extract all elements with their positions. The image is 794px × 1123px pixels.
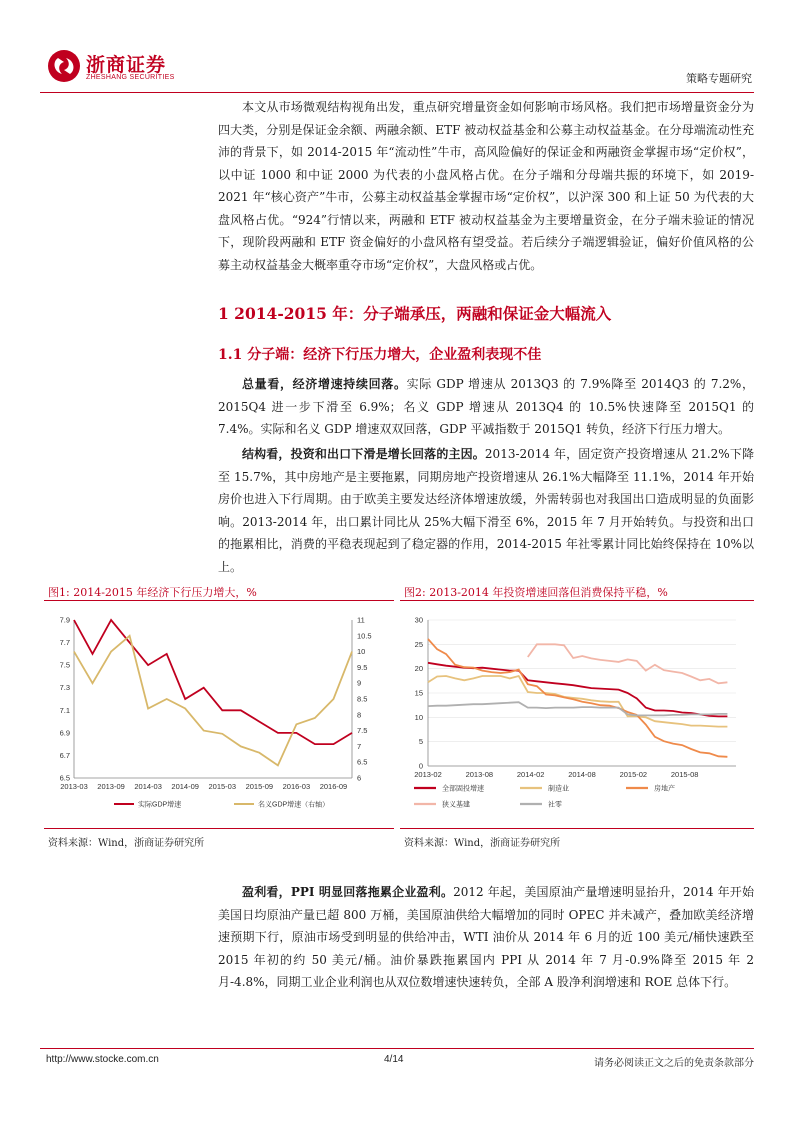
y-tick-label: 10 — [414, 712, 423, 722]
figure-2-title: 图2: 2013-2014 年投资增速回落但消费保持平稳，% — [404, 586, 668, 599]
legend-label: 狭义基建 — [442, 801, 470, 809]
y-tick-label-left: 7.3 — [59, 683, 70, 693]
paragraph-lead: 盈利看，PPI 明显回落拖累企业盈利。 — [242, 885, 454, 899]
x-tick-label: 2013-02 — [414, 770, 442, 779]
paragraph-text: 实际 GDP 增速从 2013Q3 的 7.9%降至 2014Q3 的 7.2%，2015Q4 进一步下滑至 6.9%；名义 GDP 增速从 2013Q4 的 10.5%快速降至 2015Q1 的 7.4%。实际和名义 GDP 增速双双回落，GDP 平减指数于 2015Q1 转负，经济下行压力增大。 — [218, 377, 754, 436]
paragraph-structure — [218, 443, 754, 578]
x-tick-label: 2013-08 — [465, 770, 494, 779]
y-tick-label-left: 7.7 — [59, 638, 70, 648]
series-line — [74, 636, 352, 766]
figure-1-svg — [44, 606, 394, 826]
figure-2-bottom-rule — [400, 828, 754, 829]
disclaimer-note: 请务必阅读正文之后的免责条款部分 — [594, 1058, 754, 1069]
header-divider — [40, 92, 754, 93]
y-tick-label-right: 11 — [357, 615, 365, 625]
y-tick-label-left: 6.5 — [59, 773, 70, 783]
x-tick-label: 2013-09 — [97, 782, 125, 791]
x-tick-label: 2014-03 — [134, 782, 162, 791]
y-tick-label: 5 — [418, 737, 423, 747]
y-tick-label-right: 10 — [357, 647, 366, 657]
y-tick-label: 0 — [418, 761, 423, 771]
x-tick-label: 2015-09 — [245, 782, 274, 791]
paragraph-total — [218, 373, 754, 441]
x-tick-label: 2015-08 — [670, 770, 699, 779]
series-line — [528, 644, 728, 683]
x-tick-label: 2013-03 — [60, 782, 88, 791]
y-tick-label-right: 9 — [357, 678, 362, 688]
section-heading: 1 2014-2015 年：分子端承压，两融和保证金大幅流入 — [218, 304, 612, 323]
y-tick-label: 30 — [414, 615, 423, 625]
paragraph-lead: 结构看，投资和出口下滑是增长回落的主因。 — [242, 447, 485, 461]
x-tick-label: 2015-02 — [619, 770, 648, 779]
report-type: 策略专题研究 — [686, 72, 752, 85]
series-line — [428, 663, 727, 717]
y-tick-label-left: 7.9 — [59, 615, 70, 625]
y-tick-label-right: 7.5 — [357, 726, 368, 736]
paragraph-text: 2012 年起，美国原油产量增速明显抬升，2014 年开始美国日均原油产量已超 800 万桶，美国原油供给大幅增加的同时 OPEC 并未减产，叠加欧美经济增速预期下行，原油市场受到明显的供给冲击，WTI 油价从 2014 年 6 月的近 100 美元/桶快速跌至 2015 年初的约 50 美元/桶。油价暴跌拖累国内 PPI 从 2014 年 7 月-0.9%降至 2015 年 2 月-4.8%，同期工业企业利润也从双位数增速快速转负，全部 A 股净利润增速和 ROE 总体下行。 — [218, 885, 754, 989]
figure-2-rule — [400, 600, 754, 601]
x-tick-label: 2014-09 — [171, 782, 199, 791]
intro-paragraph: 本文从市场微观结构视角出发，重点研究增量资金如何影响市场风格。我们把市场增量资金分为四大类，分别是保证金余额、两融余额、ETF 被动权益基金和公募主动权益基金。在分母端流动性充沛的背景下，如 2014-2015 年“流动性”牛市，高风险偏好的保证金和两融资金掌握市场“定价权”，以中证 1000 和中证 2000 为代表的小盘风格占优。在分子端和分母端共振的环境下，如 2019-2021 年“核心资产”牛市，公募主动权益基金掌握市场“定价权”，以沪深 300 和上证 50 为代表的大盘风格占优。“924”行情以来，两融和 ETF 被动权益基金为主要增量资金，在分子端未验证的情况下，现阶段两融和 ETF 资金偏好的小盘风格有望受益。若后续分子端逻辑验证，偏好价值风格的公募主动权益基金大概率重夺市场“定价权”，大盘风格或占优。 — [218, 100, 754, 272]
figure-1-source: 资料来源：Wind，浙商证券研究所 — [48, 838, 205, 849]
legend-label: 社零 — [548, 801, 562, 809]
y-tick-label: 20 — [414, 664, 423, 674]
x-tick-label: 2016-03 — [282, 782, 311, 791]
paragraph-text: 2013-2014 年，固定资产投资增速从 21.2%下降至 15.7%，其中房地产是主要拖累，同期房地产投资增速从 26.1%大幅降至 11.1%，2014 年开始房价也进入下行周期。由于欧美主要发达经济体增速放缓，外需转弱也对我国出口造成明显的负面影响。2013-2014 年，出口累计同比从 25%大幅下滑至 6%，2015 年 7 月开始转负。与投资和出口的拖累相比，消费的平稳表现起到了稳定器的作用，2014-2015 年社零累计同比始终保持在 10%以上。 — [218, 447, 754, 574]
y-tick-label-right: 6.5 — [357, 757, 368, 767]
y-tick-label-left: 6.7 — [59, 750, 70, 760]
figure-1-rule — [44, 600, 394, 601]
legend-label: 房地产 — [654, 785, 675, 793]
x-tick-label: 2014-08 — [568, 770, 596, 779]
logo-icon — [48, 50, 80, 82]
figure-1-chart — [44, 606, 394, 826]
legend-label: 名义GDP增速（右轴） — [258, 801, 330, 809]
x-tick-label: 2016-09 — [319, 782, 348, 791]
legend-label: 全部固投增速 — [442, 785, 484, 793]
figure-2-chart — [400, 606, 754, 826]
y-tick-label-left: 7.1 — [59, 705, 70, 715]
paragraph-lead: 总量看，经济增速持续回落。 — [242, 377, 407, 391]
y-tick-label-left: 6.9 — [59, 728, 70, 738]
y-tick-label: 25 — [414, 639, 423, 649]
y-tick-label-right: 6 — [357, 773, 362, 783]
x-tick-label: 2015-03 — [208, 782, 237, 791]
legend-label: 实际GDP增速 — [138, 801, 182, 809]
y-tick-label-right: 8 — [357, 710, 362, 720]
logo-text: 浙商证券 — [86, 54, 167, 76]
y-tick-label-right: 7 — [357, 741, 362, 751]
y-tick-label-left: 7.5 — [59, 660, 70, 670]
subsection-heading: 1.1 分子端：经济下行压力增大，企业盈利表现不佳 — [218, 347, 542, 363]
figure-1-title: 图1: 2014-2015 年经济下行压力增大，% — [48, 586, 257, 599]
figure-2-source: 资料来源：Wind，浙商证券研究所 — [404, 838, 561, 849]
figure-2-svg — [400, 606, 754, 826]
y-tick-label-right: 8.5 — [357, 694, 368, 704]
legend-label: 制造业 — [548, 785, 569, 793]
footer-url[interactable]: http://www.stocke.com.cn — [46, 1054, 159, 1065]
y-tick-label-right: 9.5 — [357, 662, 368, 672]
x-tick-label: 2014-02 — [516, 770, 545, 779]
series-line — [74, 620, 352, 744]
y-tick-label: 15 — [414, 688, 423, 698]
logo-subtext: ZHESHANG SECURITIES — [86, 74, 175, 81]
page-header — [40, 46, 754, 92]
footer-divider — [40, 1048, 754, 1049]
page-number: 4/14 — [384, 1054, 404, 1065]
figure-1-bottom-rule — [44, 828, 394, 829]
paragraph-profit — [218, 881, 754, 994]
y-tick-label-right: 10.5 — [357, 631, 372, 641]
